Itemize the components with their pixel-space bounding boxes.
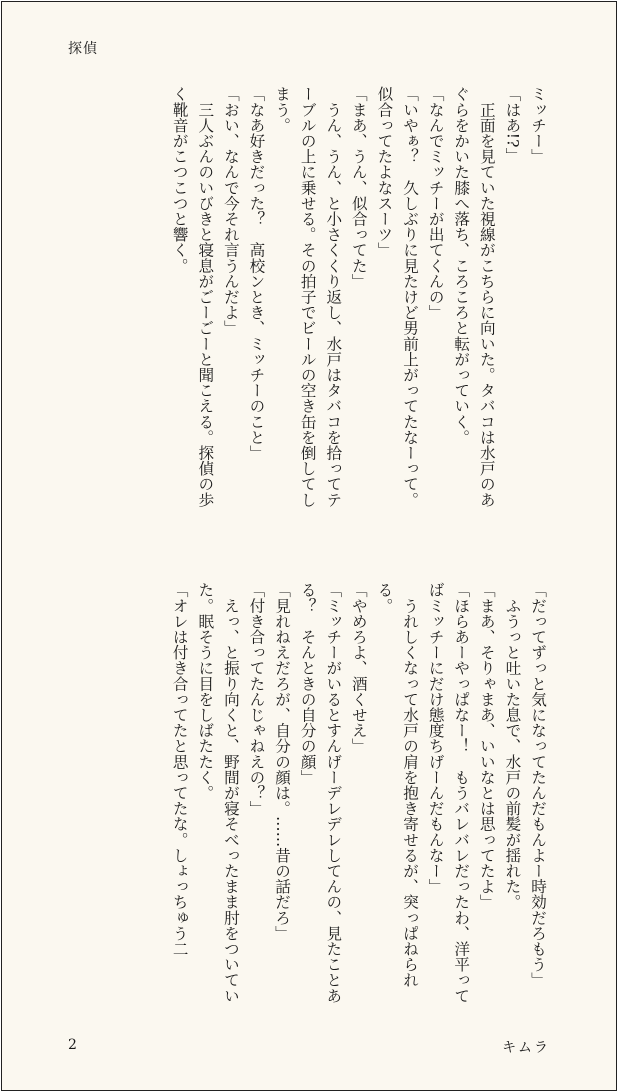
paragraph: 「だってずっと気になってたんだもんよー時効だろもう」 — [529, 582, 547, 988]
paragraph: 「オレは付き合ってたと思ってたな。しょっちゅう二 — [170, 582, 189, 957]
paragraph: 「ほらあーやっぱなー！ もうバレバレだったわ、洋平ってばミッチーにだけ態度ちげーんだもんなー」 — [426, 582, 471, 1004]
paragraph: 「やめろよ、酒くせえ」 — [349, 582, 368, 754]
paragraph: 「見れねえだろが、自分の顔は。……昔の話だろ」 — [273, 582, 292, 941]
text-column-top — [166, 86, 550, 518]
paragraph: 「はあ!?」 — [503, 86, 522, 164]
paragraph: 「付き合ってたんじゃねえの？」 — [247, 582, 266, 816]
paragraph: うん、うん、と小さくくり返し、水戸はタバコを拾ってテーブルの上に乗せる。その拍子でビールの空き缶を倒してしまう。 — [273, 86, 343, 508]
paragraph: えっ、と振り向くと、野間が寝そべったまま肘をついていた。眠そうに目をしばたたく。 — [196, 582, 240, 1004]
paragraph: 「なんでミッチーが出てくんの」 — [426, 86, 445, 320]
paragraph: 「いやぁ？ 久しぶりに見たけど男前上がってたなーって。似合ってたよなスーツ」 — [375, 86, 420, 508]
paragraph: ふうっと吐いた息で、水戸の前髪が揺れた。 — [503, 582, 522, 910]
paragraph: ミッチー」 — [529, 86, 547, 164]
paragraph: 正面を見ていた視線がこちらに向いた。タバコは水戸のあぐらをかいた膝へ落ち、ころころと転がっていく。 — [452, 86, 496, 508]
running-header-title: 探偵 — [68, 41, 98, 57]
paragraph: 三人ぶんのいびきと寝息がごーごーと聞こえる。探偵の歩く靴音がこつこつと響く。 — [170, 86, 215, 508]
book-page — [1, 1, 617, 1091]
paragraph: 「まあ、そりゃまあ、いいなとは思ってたよ」 — [477, 582, 496, 910]
page-number: 2 — [68, 1037, 77, 1053]
paragraph: 「まあ、うん、似合ってた」 — [349, 86, 368, 289]
running-footer-author: キムラ — [502, 1040, 550, 1056]
text-column-bottom — [166, 582, 550, 1014]
paragraph: 「なあ好きだった？ 高校ンとき、ミッチーのこと」 — [247, 86, 266, 461]
paragraph: うれしくなって水戸の肩を抱き寄せるが、突っぱねられる。 — [375, 582, 420, 988]
paragraph: 「ミッチーがいるとすんげーデレデレしてんの、見たことある？ そんときの自分の顔」 — [298, 582, 343, 1004]
paragraph: 「おい、なんで今それ言うんだよ」 — [221, 86, 240, 336]
